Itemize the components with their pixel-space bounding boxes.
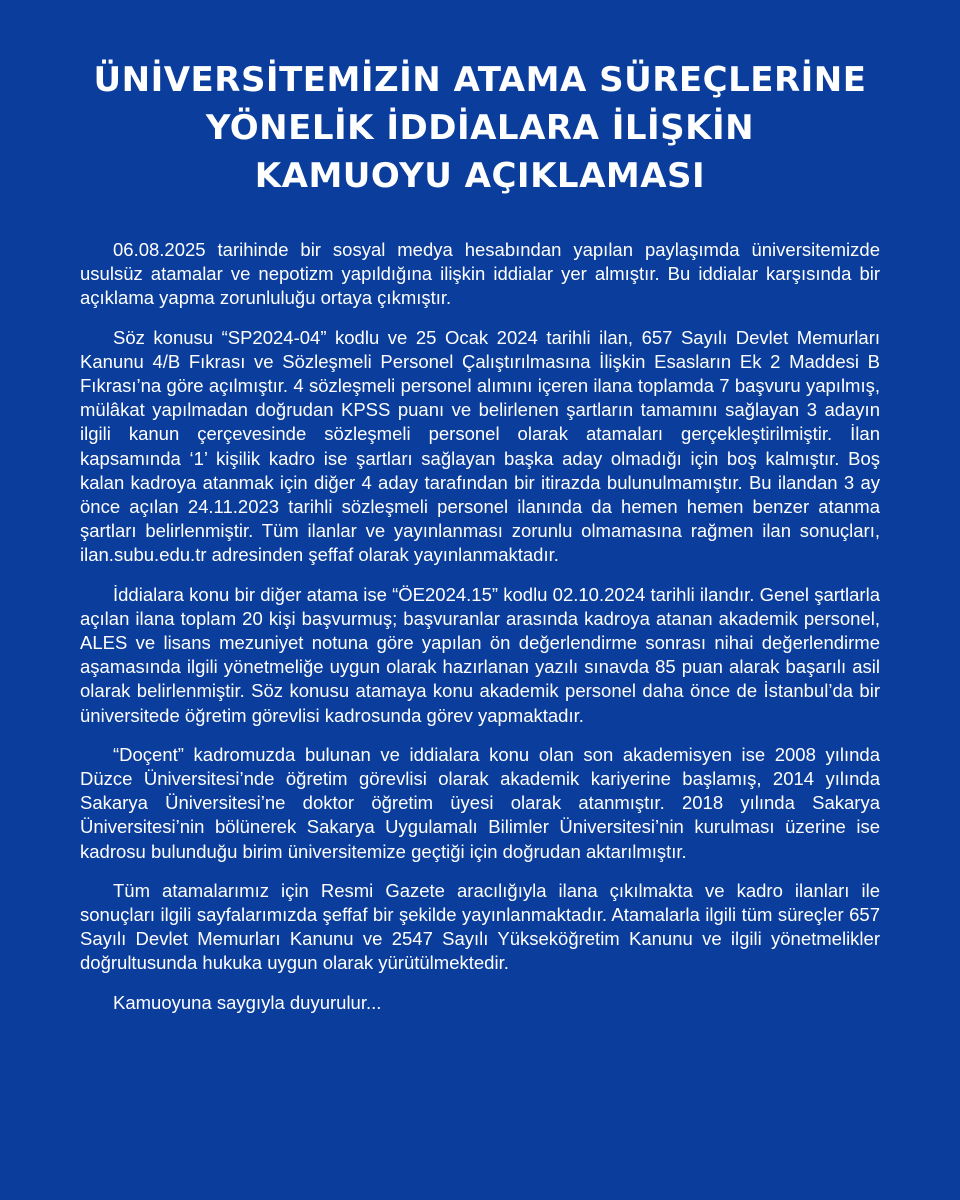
page-title (80, 56, 880, 200)
statement-body (80, 238, 880, 1015)
title-line-2: YÖNELİK İDDİALARA İLİŞKİN (205, 108, 755, 148)
paragraph-3: İddialara konu bir diğer atama ise “ÖE2024.15” kodlu 02.10.2024 tarihli ilandır. Genel şartlarla açılan ilana toplam 20 kişi başvurmuş; başvuranlar arasında kadroya atanan akademik personel, ALES ve lisans mezuniyet notuna göre yapılan ön değerlendirme sonrası nihai değerlendirme aşamasında ilgili yönetmeliğe uygun olarak hazırlanan yazılı sınavda 85 puan alarak başarılı asil olarak belirlenmiştir. Söz konusu atamaya konu akademik personel daha önce de İstanbul’da bir üniversitede öğretim görevlisi kadrosunda görev yapmaktadır. (80, 583, 880, 726)
paragraph-5: Tüm atamalarımız için Resmi Gazete aracılığıyla ilana çıkılmakta ve kadro ilanları ile sonuçları ilgili sayfalarımızda şeffaf bir şekilde yayınlanmaktadır. Atamalarla ilgili tüm süreçler 657 Sayılı Devlet Memurları Kanunu ve 2547 Sayılı Yükseköğretim Kanunu ve ilgili yönetmelikler doğrultusunda hukuka uygun olarak yürütülmektedir. (80, 879, 880, 974)
paragraph-2: Söz konusu “SP2024-04” kodlu ve 25 Ocak 2024 tarihli ilan, 657 Sayılı Devlet Memurları Kanunu 4/B Fıkrası ve Sözleşmeli Personel Çalıştırılmasına İlişkin Esasların Ek 2 Maddesi B Fıkrası’na göre açılmıştır. 4 sözleşmeli personel alımını içeren ilana toplamda 7 başvuru yapılmış, mülâkat yapılmadan doğrudan KPSS puanı ve belirlenen şartların tamamını sağlayan 3 adayın ilgili kanun çerçevesinde sözleşmeli personel olarak atamaları gerçekleştirilmiştir. İlan kapsamında ‘1’ kişilik kadro ise şartları sağlayan başka aday olmadığı için boş kalmıştır. Boş kalan kadroya atanmak için diğer 4 aday tarafından bir itirazda bulunulmamıştır. Bu ilandan 3 ay önce açılan 24.11.2023 tarihli sözleşmeli personel ilanında da hemen hemen benzer atanma şartları belirlenmiştir. Tüm ilanlar ve yayınlanması zorunlu olmamasına rağmen ilan sonuçları, ilan.subu.edu.tr adresinden şeffaf olarak yayınlanmaktadır. (80, 326, 880, 566)
paragraph-1: 06.08.2025 tarihinde bir sosyal medya hesabından yapılan paylaşımda üniversitemizde usulsüz atamalar ve nepotizm yapıldığına ilişkin iddialar yer almıştır. Bu iddialar karşısında bir açıklama yapma zorunluluğu ortaya çıkmıştır. (80, 239, 880, 309)
title-line-3: KAMUOYU AÇIKLAMASI (254, 156, 706, 196)
paragraph-4: “Doçent” kadromuzda bulunan ve iddialara konu olan son akademisyen ise 2008 yılında Düzce Üniversitesi’nde öğretim görevlisi olarak akademik kariyerine başlamış, 2014 yılında Sakarya Üniversitesi’ne doktor öğretim üyesi olarak atanmıştır. 2018 yılında Sakarya Üniversitesi’nin bölünerek Sakarya Uygulamalı Bilimler Üniversitesi’nin kurulması üzerine ise kadrosu bulunduğu birim üniversitemize geçtiği için doğrudan aktarılmıştır. (80, 743, 880, 862)
closing-line: Kamuoyuna saygıyla duyurulur... (113, 991, 382, 1013)
title-line-1: ÜNİVERSİTEMİZİN ATAMA SÜREÇLERİNE (93, 60, 867, 100)
